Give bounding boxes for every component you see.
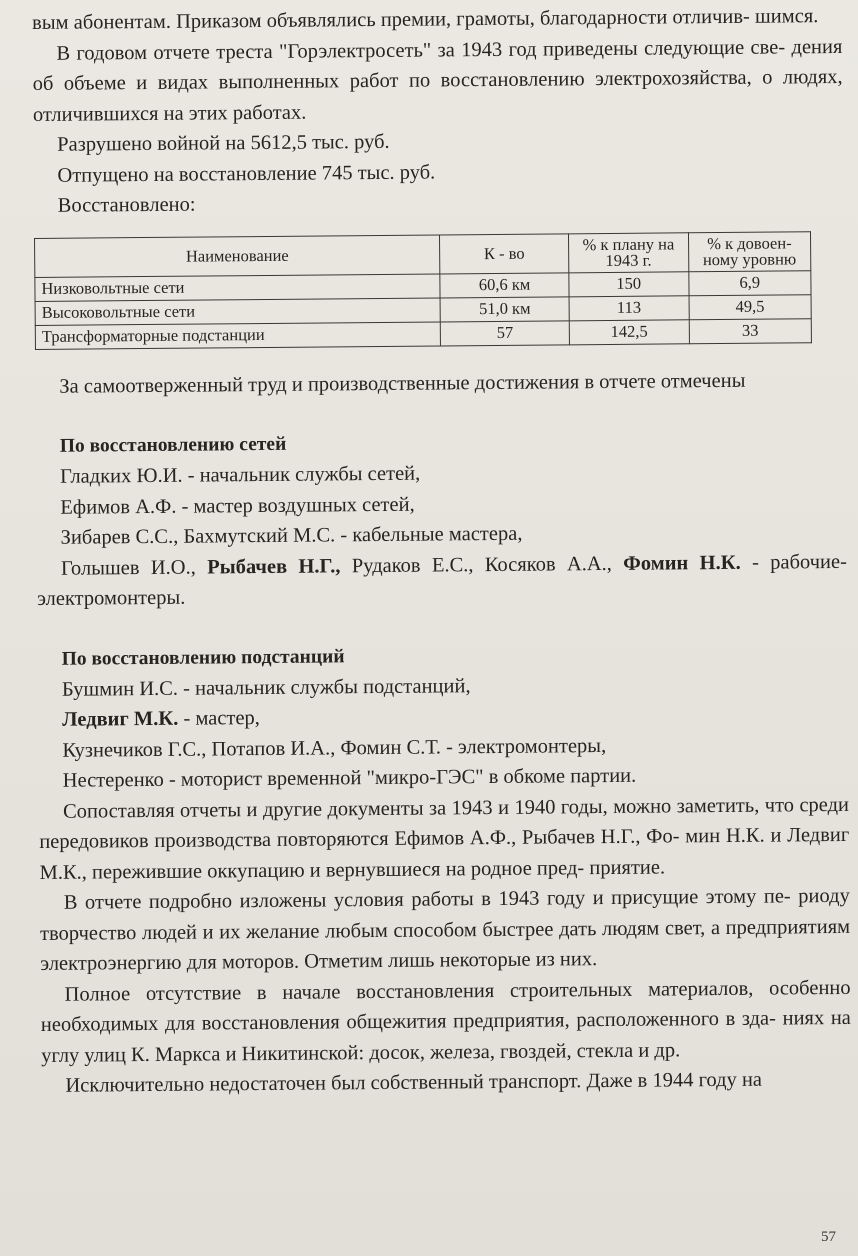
- paragraph: Отпущено на восстановление 745 тыс. руб.: [57, 160, 436, 187]
- table-cell: Трансформаторные подстанции: [35, 321, 440, 349]
- paragraph: Сопоставляя отчеты и другие документы за 1943 и 1940 годы, можно заметить, что среди передовиков производства повторяются Ефимов А.Ф., Рыбачев Н.Г., Фо- мин Н.К. и Ледвиг М.К., пережившие оккупацию и вернувшиеся на родное пред- приятие.: [39, 793, 850, 884]
- list-item: Зибарев С.С., Бахмутский М.С. - кабельные мастера,: [60, 522, 523, 549]
- paragraph: вым абонентам. Приказом объявлялись премии, грамоты, благодарности отличив- шимся.: [32, 5, 819, 34]
- paragraph: Полное отсутствие в начале восстановления строительных материалов, особенно необходимых для восстановления общежития предприятия, расположенного в зда- ниях на углу улиц К. Маркса и Никитинской: досок, железа, гвоздей, стекла и др.: [40, 976, 851, 1067]
- table-cell: 113: [569, 295, 689, 320]
- list-item: Ефимов А.Ф. - мастер воздушных сетей,: [60, 493, 415, 519]
- list-item: Бушмин И.С. - начальник службы подстанций,: [61, 674, 471, 701]
- person-name-bold: Фомин Н.К.: [623, 551, 741, 575]
- list-item: [37, 546, 848, 614]
- column-header-quantity: К - во: [440, 233, 569, 273]
- table-cell: 49,5: [689, 294, 812, 319]
- column-header-prewar-percent: % к довоен- ному уровню: [688, 231, 811, 271]
- list-item: Гладких Ю.И. - начальник службы сетей,: [59, 462, 421, 488]
- person-name-bold: Рыбачев Н.Г.,: [207, 554, 341, 578]
- column-header-plan-percent: % к плану на 1943 г.: [568, 232, 688, 272]
- role-text: - мастер,: [183, 707, 260, 730]
- paragraph: Восстановлено:: [57, 193, 196, 217]
- person-name: Рудаков Е.С., Косяков А.А.,: [351, 552, 612, 577]
- table-cell: 57: [441, 320, 570, 345]
- person-name: Голышев И.О.,: [60, 556, 196, 580]
- table-cell: Высоковольтные сети: [35, 297, 440, 325]
- page-content: [32, 1, 852, 1102]
- table-cell: 33: [689, 318, 812, 343]
- role-text: - рабочие- электромонтеры.: [37, 550, 847, 610]
- list-item: Нестеренко - моторист временной "микро-ГЭС" в обкоме партии.: [62, 764, 637, 792]
- person-name-bold: Ледвиг М.К.: [62, 707, 179, 731]
- table-cell: Низковольтные сети: [35, 273, 440, 301]
- table-cell: 60,6 км: [440, 272, 569, 297]
- section-heading-substations: По восстановлению подстанций: [61, 645, 345, 670]
- table-cell: 150: [569, 271, 689, 296]
- paragraph: В отчете подробно изложены условия работы в 1943 году и присущие этому пе- риоду творчество людей и их желание любым способом быстрее дать людям свет, а предприятиям электроэнергию для моторов. Отметим лишь некоторые из них.: [39, 884, 851, 975]
- section-heading-networks: По восстановлению сетей: [59, 433, 287, 457]
- paragraph: Исключительно недостаточен был собственный транспорт. Даже в 1944 году на: [65, 1068, 763, 1097]
- table-header-row: [35, 231, 811, 277]
- list-item: Кузнечиков Г.С., Потапов И.А., Фомин С.Т. - электромонтеры,: [62, 734, 607, 762]
- column-header-name: Наименование: [35, 234, 441, 277]
- paragraph: Разрушено войной на 5612,5 тыс. руб.: [57, 130, 390, 156]
- restoration-table: [34, 231, 812, 350]
- paragraph: За самоотверженный труд и производственные достижения в отчете отмечены: [59, 369, 746, 398]
- table-cell: 6,9: [689, 270, 812, 295]
- table-cell: 51,0 км: [440, 296, 569, 321]
- table-cell: 142,5: [569, 319, 689, 344]
- page-number: 57: [821, 1229, 836, 1245]
- paragraph: В годовом отчете треста "Горэлектросеть" за 1943 год приведены следующие све- дения об объеме и видах выполненных работ по восстановлению электрохозяйства, о людях, отличившихся на этих работах.: [32, 35, 843, 126]
